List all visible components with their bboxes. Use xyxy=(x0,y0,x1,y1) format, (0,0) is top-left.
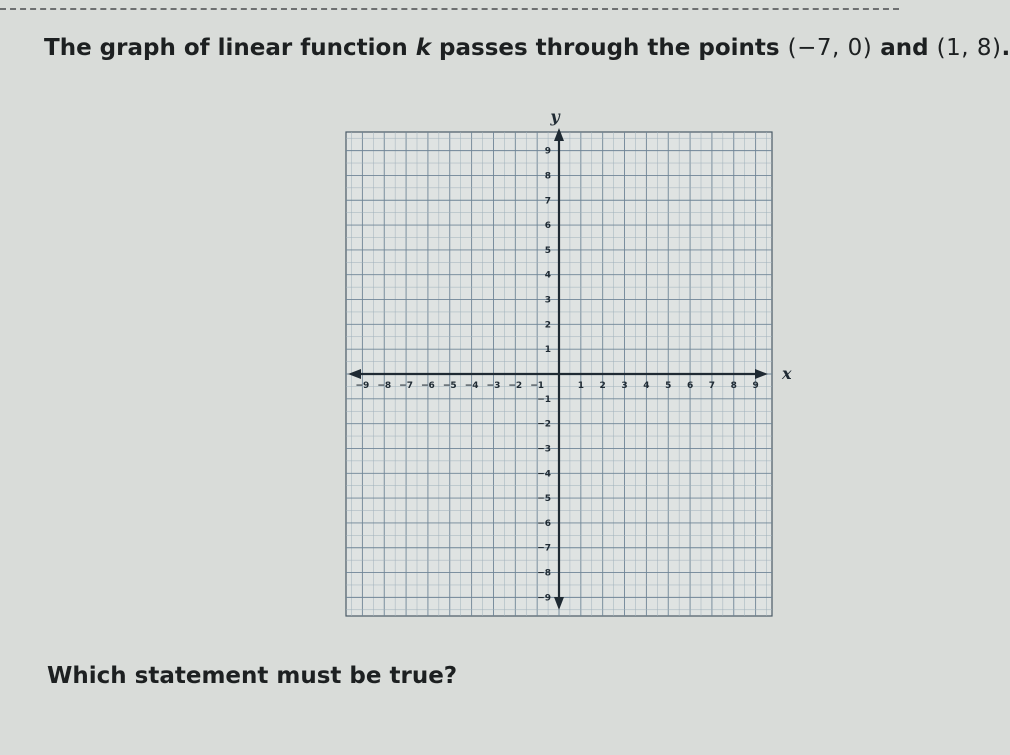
x-tick-label: −7 xyxy=(399,381,413,391)
point-one: (−7, 0) xyxy=(787,35,873,61)
x-tick-label: −3 xyxy=(486,381,501,391)
y-tick-label: −4 xyxy=(537,469,551,480)
coordinate-plane[interactable] xyxy=(300,105,800,625)
x-tick-label: 4 xyxy=(643,381,650,391)
y-tick-label: 8 xyxy=(544,171,551,182)
y-tick-label: −9 xyxy=(537,593,551,604)
x-tick-label: 6 xyxy=(686,381,694,391)
question-text-end: . xyxy=(1001,35,1010,61)
y-axis-label: y xyxy=(550,107,560,126)
y-tick-label: −1 xyxy=(537,394,551,405)
question-text xyxy=(44,34,1010,62)
y-tick-label: −6 xyxy=(537,518,551,529)
x-tick-label: −2 xyxy=(508,381,523,391)
y-tick-label: −2 xyxy=(537,419,551,430)
question-text-middle: passes through the points xyxy=(431,35,788,61)
x-axis-label: x xyxy=(782,364,792,383)
x-tick-label: −8 xyxy=(377,381,392,391)
x-tick-label: −9 xyxy=(355,381,370,391)
y-tick-label: 6 xyxy=(544,221,551,232)
y-tick-label: 3 xyxy=(544,295,551,306)
y-tick-label: −5 xyxy=(537,494,551,505)
x-tick-label: 3 xyxy=(621,381,628,391)
y-tick-label: 5 xyxy=(544,245,551,256)
x-tick-label: 1 xyxy=(577,381,584,391)
y-tick-label: −3 xyxy=(537,444,551,455)
coordinate-grid[interactable] xyxy=(300,105,800,625)
point-two: (1, 8) xyxy=(936,35,1002,61)
y-tick-label: 2 xyxy=(544,320,551,331)
question-prompt: Which statement must be true? xyxy=(47,663,458,689)
y-tick-label: 7 xyxy=(544,196,551,207)
question-connector: and xyxy=(872,35,937,61)
top-divider xyxy=(0,8,899,10)
x-tick-label: −1 xyxy=(530,381,545,391)
x-tick-label: −5 xyxy=(442,381,457,391)
y-tick-label: 9 xyxy=(544,146,551,157)
y-tick-label: 4 xyxy=(544,270,551,281)
x-tick-label: 9 xyxy=(752,381,759,391)
question-text-start: The graph of linear function xyxy=(44,35,416,61)
y-tick-label: 1 xyxy=(544,345,551,356)
x-tick-label: 7 xyxy=(708,381,716,391)
x-tick-label: −4 xyxy=(464,381,479,391)
function-name: k xyxy=(415,35,432,61)
y-tick-label: −8 xyxy=(537,568,551,579)
x-tick-label: −6 xyxy=(421,381,435,391)
x-tick-label: 8 xyxy=(730,381,737,391)
x-tick-label: 2 xyxy=(599,381,606,391)
y-tick-label: −7 xyxy=(537,543,551,554)
x-tick-label: 5 xyxy=(665,381,672,391)
